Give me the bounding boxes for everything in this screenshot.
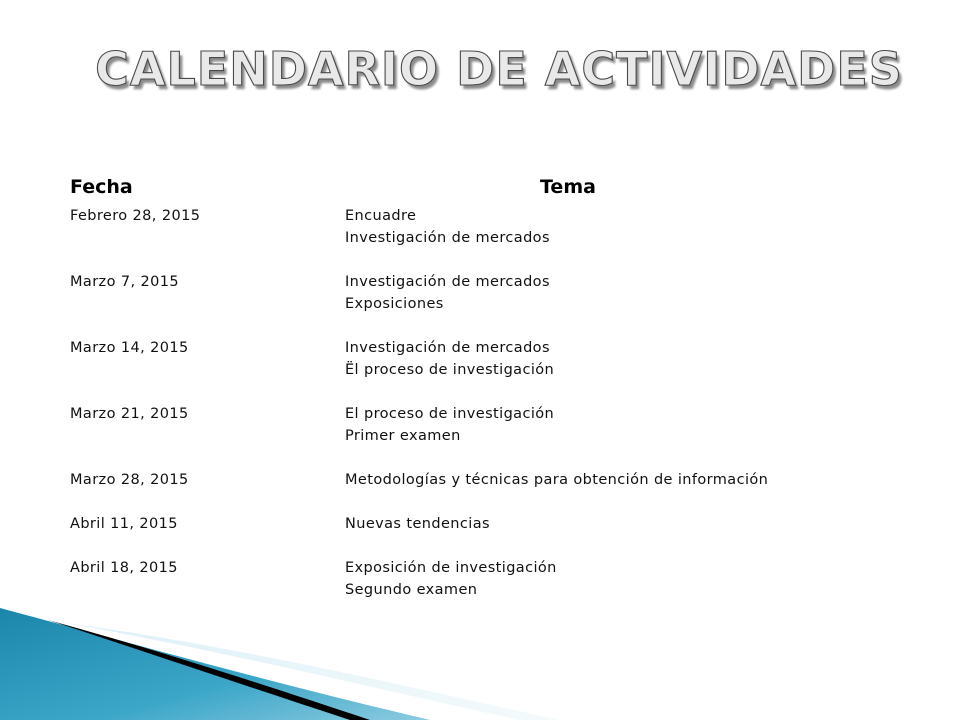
entry-topic: Ël proceso de investigación [345,362,555,378]
entry-topics [345,557,890,601]
entry-topic: Segundo examen [345,582,478,598]
entry-topics [345,513,890,535]
slide-title: CALENDARIO DE ACTIVIDADES [95,42,903,96]
entry-topics [345,403,890,447]
column-header-tema: Tema [540,176,596,198]
column-header-fecha: Fecha [70,176,133,198]
entry-topic: Exposiciones [345,296,444,312]
entry-topics [345,337,890,381]
entry-topic: Nuevas tendencias [345,516,490,532]
entry-topic: Primer examen [345,428,461,444]
entry-topic: El proceso de investigación [345,406,555,422]
entry-date: Marzo 14, 2015 [70,340,189,356]
schedule-entry [70,513,890,535]
entry-topics [345,271,890,315]
entry-topics [345,205,890,249]
entry-topic: Investigación de mercados [345,230,550,246]
schedule-entry [70,557,890,601]
table-header [70,176,690,204]
entry-date: Febrero 28, 2015 [70,208,201,224]
entry-topic: Encuadre [345,208,417,224]
schedule-entry [70,469,890,491]
schedule-entry [70,337,890,381]
schedule-entry [70,205,890,249]
entry-topic: Investigación de mercados [345,340,550,356]
entry-date: Marzo 28, 2015 [70,472,189,488]
schedule-entry [70,403,890,447]
entry-date: Marzo 7, 2015 [70,274,179,290]
schedule-list [70,205,890,623]
entry-topics [345,469,890,491]
schedule-entry [70,271,890,315]
entry-topic: Investigación de mercados [345,274,550,290]
entry-topic: Exposición de investigación [345,560,557,576]
entry-date: Abril 11, 2015 [70,516,178,532]
entry-topic: Metodologías y técnicas para obtención de información [345,472,769,488]
entry-date: Marzo 21, 2015 [70,406,189,422]
entry-date: Abril 18, 2015 [70,560,178,576]
